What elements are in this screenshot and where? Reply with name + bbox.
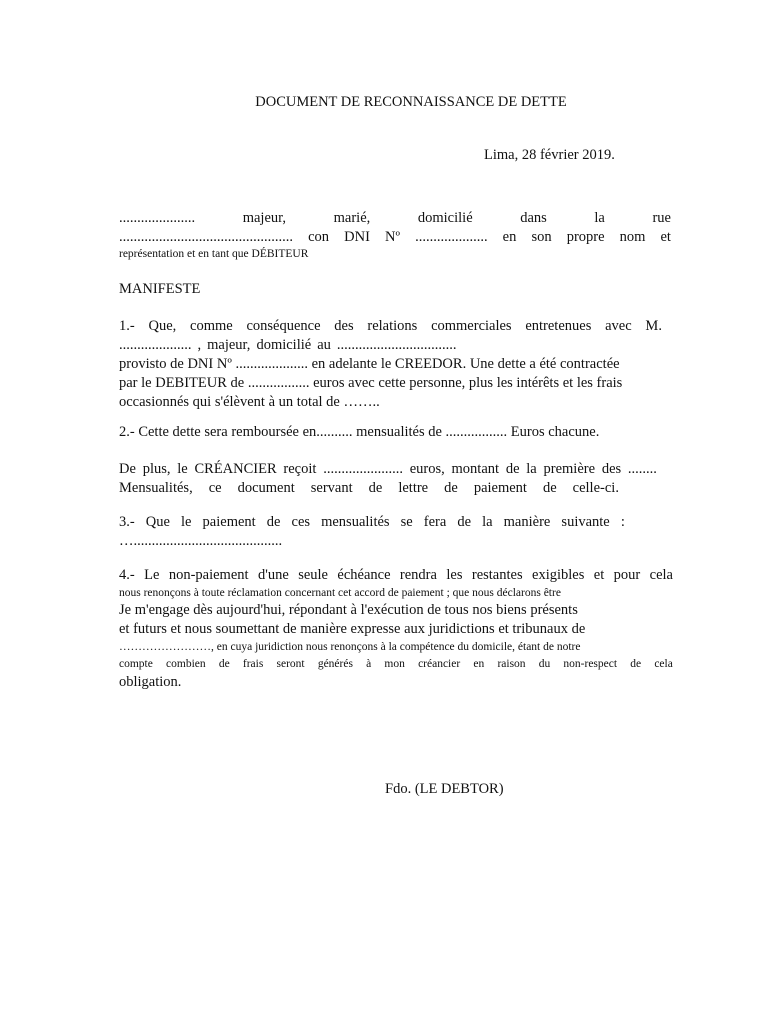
clause-2 xyxy=(119,423,671,442)
word: cela xyxy=(649,567,673,583)
word: le xyxy=(181,514,192,530)
word: montant xyxy=(451,461,500,477)
word: euros, xyxy=(409,461,445,477)
word: de xyxy=(457,514,472,530)
manifest-heading: MANIFESTE xyxy=(119,281,201,297)
clause-4-line-6 xyxy=(119,655,673,673)
date-line: Lima, 28 février 2019. xyxy=(484,147,615,163)
word: con xyxy=(308,229,330,245)
word: lettre xyxy=(398,480,429,496)
word: des xyxy=(601,461,622,477)
word: ................................. xyxy=(336,337,457,353)
clause-1-line-1 xyxy=(119,317,662,336)
word: se xyxy=(400,514,413,530)
word: reçoit xyxy=(283,461,317,477)
word: créancier xyxy=(418,658,461,670)
word: .................... xyxy=(415,229,488,245)
word: combien xyxy=(166,658,206,670)
word: Que xyxy=(145,514,170,530)
word: de xyxy=(218,658,230,670)
word: la xyxy=(594,210,605,226)
word: au xyxy=(317,337,331,353)
word: raison xyxy=(497,658,526,670)
word: en xyxy=(473,658,485,670)
intro-line-3: représentation et en tant que DÉBITEUR xyxy=(119,248,309,260)
clause-2-line-1: 2.- Cette dette sera remboursée en.......... mensualités de ................. Euros chacune. xyxy=(119,424,600,440)
word: de xyxy=(542,480,557,496)
clause-1-line-5: occasionnés qui s'élèvent à un total de …….. xyxy=(119,394,380,410)
word: avec xyxy=(605,318,632,334)
word: rendra xyxy=(399,567,437,583)
clause-4 xyxy=(119,566,673,692)
word: document xyxy=(237,480,295,496)
clause-1 xyxy=(119,317,662,412)
word: de xyxy=(266,514,281,530)
word: restantes xyxy=(471,567,523,583)
word: domicilié xyxy=(417,210,473,226)
clause-3-line-1 xyxy=(119,513,625,532)
word: ................................................ xyxy=(119,229,293,245)
word: frais xyxy=(242,658,264,670)
word: Que, xyxy=(148,318,177,334)
clause-4-line-3: Je m'engage dès aujourd'hui, répondant à l'exécution de tous nos biens présents xyxy=(119,602,578,618)
intro-block xyxy=(119,209,671,262)
word: DNI xyxy=(344,229,370,245)
paragraph-extra-line-1 xyxy=(119,460,657,479)
word: .................... xyxy=(119,337,192,353)
word: de xyxy=(630,658,642,670)
word: De xyxy=(119,461,136,477)
word: non-paiement xyxy=(168,567,249,583)
word: Le xyxy=(144,567,160,583)
word: du xyxy=(538,658,551,670)
word: seront xyxy=(276,658,305,670)
word: nom xyxy=(619,229,646,245)
word: suivante xyxy=(561,514,610,530)
word: ........ xyxy=(627,461,657,477)
paragraph-extra xyxy=(119,460,657,498)
word: ces xyxy=(291,514,311,530)
word: paiement xyxy=(202,514,256,530)
word: entretenues xyxy=(525,318,592,334)
clause-4-line-5: ……………………, en cuya juridiction nous renonçons à la compétence du domicile, étant de notre xyxy=(119,641,581,653)
clause-4-line-4: et futurs et nous soumettant de manière expresse aux juridictions et tribunaux de xyxy=(119,621,586,637)
word: mensualités xyxy=(321,514,390,530)
word: , xyxy=(197,337,202,353)
word: 3.- xyxy=(119,514,135,530)
paragraph-extra-line-2 xyxy=(119,479,619,498)
clause-1-line-2 xyxy=(119,336,662,355)
clause-3 xyxy=(119,513,625,551)
word: Mensualités, xyxy=(119,480,193,496)
word: échéance xyxy=(337,567,391,583)
word: la xyxy=(526,461,537,477)
word: seule xyxy=(298,567,328,583)
word: CRÉANCIER xyxy=(194,461,277,477)
word: majeur, xyxy=(207,337,251,353)
word: conséquence xyxy=(246,318,321,334)
word: ..................... xyxy=(119,210,196,226)
word: générés xyxy=(317,658,353,670)
word: le xyxy=(177,461,188,477)
word: relations xyxy=(367,318,418,334)
word: non-respect xyxy=(563,658,618,670)
word: comme xyxy=(190,318,233,334)
clause-4-line-1 xyxy=(119,566,673,585)
clause-1-line-3: provisto de DNI Nº .................... en adelante le CREEDOR. Une dette a été contractée xyxy=(119,356,620,372)
word: de xyxy=(368,480,383,496)
clause-1-line-4: par le DEBITEUR de ................. euros avec cette personne, plus les intérêts et les frais xyxy=(119,375,623,391)
word: marié, xyxy=(333,210,371,226)
word: 1.- xyxy=(119,318,135,334)
word: ce xyxy=(208,480,222,496)
word: mon xyxy=(384,658,405,670)
word: servant xyxy=(310,480,353,496)
word: de xyxy=(505,461,520,477)
word: 4.- xyxy=(119,567,135,583)
word: ...................... xyxy=(323,461,403,477)
word: commerciales xyxy=(431,318,512,334)
word: de xyxy=(444,480,458,496)
word: les xyxy=(446,567,463,583)
word: son xyxy=(531,229,552,245)
word: fera xyxy=(423,514,447,530)
word: manière xyxy=(503,514,551,530)
signature-line: Fdo. (LE DEBTOR) xyxy=(385,781,504,797)
word: et xyxy=(660,229,671,245)
word: en xyxy=(502,229,517,245)
word: celle-ci. xyxy=(572,480,619,496)
word: la xyxy=(482,514,493,530)
word: domicilié xyxy=(256,337,312,353)
word: : xyxy=(620,514,625,530)
intro-line-1 xyxy=(119,209,671,228)
word: propre xyxy=(566,229,605,245)
word: pour xyxy=(613,567,641,583)
word: exigibles xyxy=(532,567,585,583)
word: des xyxy=(334,318,354,334)
word: majeur, xyxy=(242,210,287,226)
word: cela xyxy=(654,658,673,670)
clause-3-line-2: …......................................... xyxy=(119,533,283,549)
word: compte xyxy=(119,658,153,670)
word: à xyxy=(366,658,372,670)
intro-line-2 xyxy=(119,228,671,247)
word: plus, xyxy=(142,461,171,477)
word: Nº xyxy=(385,229,400,245)
clause-4-line-7: obligation. xyxy=(119,674,182,690)
clause-4-line-2: nous renonçons à toute réclamation concernant cet accord de paiement ; que nous déclarons être xyxy=(119,587,561,599)
word: M. xyxy=(645,318,662,334)
word: rue xyxy=(652,210,671,226)
word: et xyxy=(593,567,605,583)
word: dans xyxy=(520,210,547,226)
word: paiement xyxy=(473,480,527,496)
word: première xyxy=(543,461,596,477)
word: d'une xyxy=(257,567,289,583)
document-title: DOCUMENT DE RECONNAISSANCE DE DETTE xyxy=(255,94,567,110)
